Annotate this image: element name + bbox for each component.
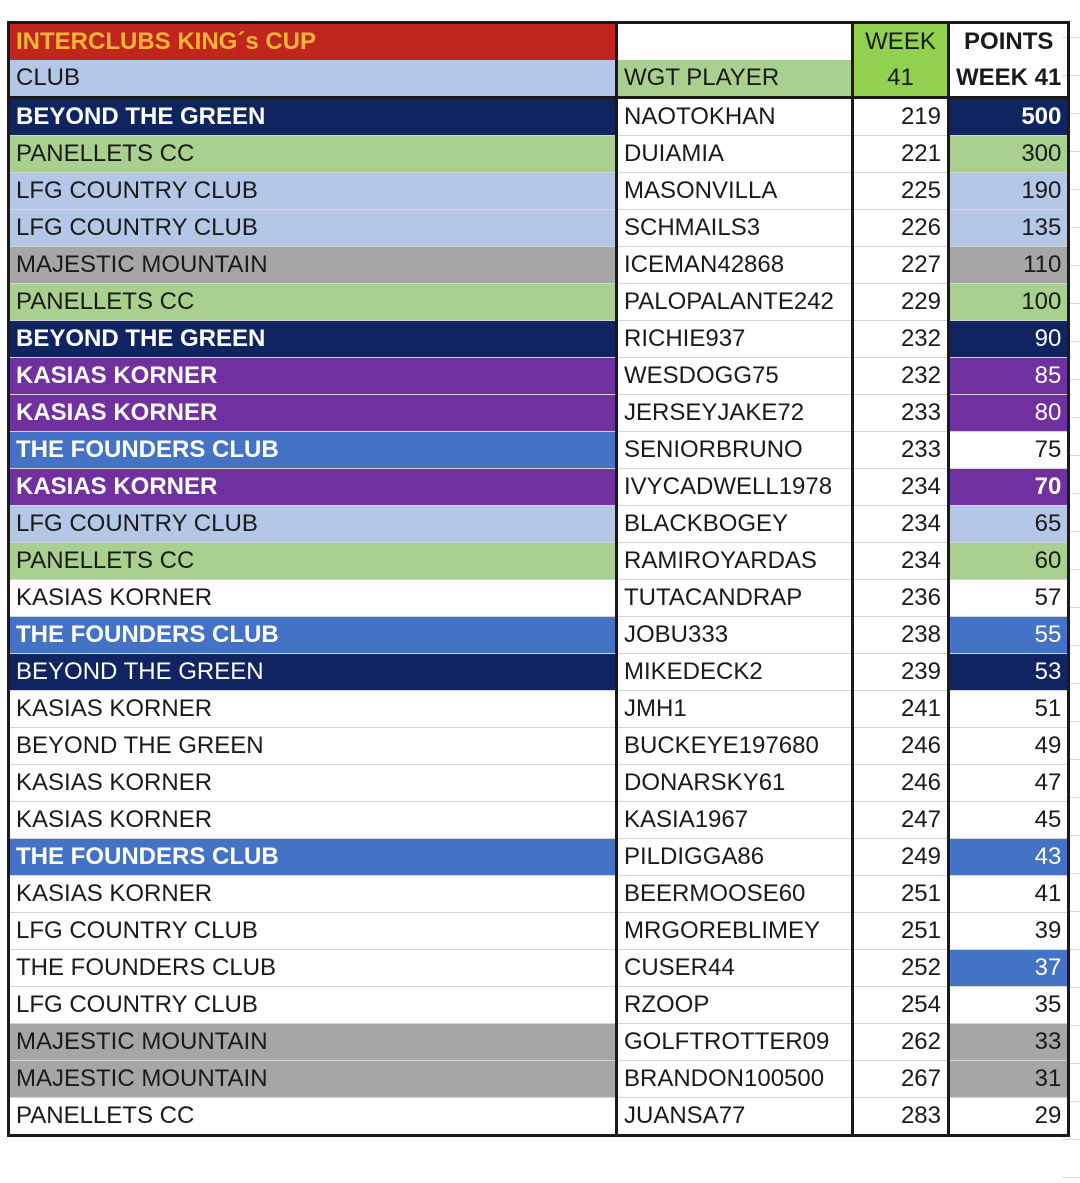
player-cell: MIKEDECK2 <box>617 654 853 691</box>
club-cell: BEYOND THE GREEN <box>9 321 617 358</box>
score-cell: 232 <box>853 321 949 358</box>
score-cell: 254 <box>853 987 949 1024</box>
points-cell: 31 <box>949 1061 1069 1098</box>
table-row <box>9 469 1069 506</box>
week-header-top: WEEK <box>853 23 949 61</box>
title-row <box>9 23 1069 61</box>
score-cell: 246 <box>853 728 949 765</box>
club-cell: LFG COUNTRY CLUB <box>9 173 617 210</box>
table-title: INTERCLUBS KING´s CUP <box>9 23 617 61</box>
points-cell: 300 <box>949 136 1069 173</box>
points-cell: 35 <box>949 987 1069 1024</box>
player-cell: ICEMAN42868 <box>617 247 853 284</box>
player-cell: SENIORBRUNO <box>617 432 853 469</box>
standings-body <box>9 23 1069 1136</box>
points-header-bottom: WEEK 41 <box>949 60 1069 98</box>
club-cell: PANELLETS CC <box>9 284 617 321</box>
score-cell: 221 <box>853 136 949 173</box>
score-cell: 225 <box>853 173 949 210</box>
score-cell: 283 <box>853 1098 949 1136</box>
player-cell: IVYCADWELL1978 <box>617 469 853 506</box>
club-cell: LFG COUNTRY CLUB <box>9 987 617 1024</box>
club-cell: BEYOND THE GREEN <box>9 98 617 136</box>
score-cell: 251 <box>853 876 949 913</box>
player-cell: DUIAMIA <box>617 136 853 173</box>
player-cell: WESDOGG75 <box>617 358 853 395</box>
club-cell: KASIAS KORNER <box>9 469 617 506</box>
player-cell: PALOPALANTE242 <box>617 284 853 321</box>
club-cell: LFG COUNTRY CLUB <box>9 913 617 950</box>
table-row <box>9 617 1069 654</box>
table-row <box>9 543 1069 580</box>
player-cell: BLACKBOGEY <box>617 506 853 543</box>
player-cell: RAMIROYARDAS <box>617 543 853 580</box>
score-cell: 232 <box>853 358 949 395</box>
player-cell: CUSER44 <box>617 950 853 987</box>
points-cell: 70 <box>949 469 1069 506</box>
points-cell: 55 <box>949 617 1069 654</box>
table-row <box>9 876 1069 913</box>
table-row <box>9 210 1069 247</box>
player-cell: MRGOREBLIMEY <box>617 913 853 950</box>
points-cell: 39 <box>949 913 1069 950</box>
table-row <box>9 173 1069 210</box>
points-cell: 500 <box>949 98 1069 136</box>
table-row <box>9 284 1069 321</box>
score-cell: 234 <box>853 469 949 506</box>
column-header-row <box>9 60 1069 98</box>
score-cell: 226 <box>853 210 949 247</box>
club-cell: THE FOUNDERS CLUB <box>9 950 617 987</box>
points-cell: 57 <box>949 580 1069 617</box>
score-cell: 252 <box>853 950 949 987</box>
points-cell: 49 <box>949 728 1069 765</box>
player-cell: RICHIE937 <box>617 321 853 358</box>
table-row <box>9 1098 1069 1136</box>
club-cell: PANELLETS CC <box>9 1098 617 1136</box>
points-cell: 135 <box>949 210 1069 247</box>
player-cell: BEERMOOSE60 <box>617 876 853 913</box>
score-cell: 234 <box>853 543 949 580</box>
player-cell: KASIA1967 <box>617 802 853 839</box>
club-cell: LFG COUNTRY CLUB <box>9 210 617 247</box>
points-cell: 51 <box>949 691 1069 728</box>
club-cell: KASIAS KORNER <box>9 580 617 617</box>
points-cell: 190 <box>949 173 1069 210</box>
score-cell: 233 <box>853 395 949 432</box>
score-cell: 241 <box>853 691 949 728</box>
points-cell: 90 <box>949 321 1069 358</box>
points-cell: 47 <box>949 765 1069 802</box>
points-cell: 80 <box>949 395 1069 432</box>
points-cell: 33 <box>949 1024 1069 1061</box>
points-header-top: POINTS <box>964 28 1054 55</box>
player-cell: DONARSKY61 <box>617 765 853 802</box>
table-row <box>9 839 1069 876</box>
score-cell: 236 <box>853 580 949 617</box>
points-cell: 53 <box>949 654 1069 691</box>
score-cell: 219 <box>853 98 949 136</box>
table-row <box>9 913 1069 950</box>
points-cell: 100 <box>949 284 1069 321</box>
score-cell: 234 <box>853 506 949 543</box>
player-cell: JMH1 <box>617 691 853 728</box>
score-cell: 267 <box>853 1061 949 1098</box>
table-row <box>9 321 1069 358</box>
club-column-header: CLUB <box>9 60 617 98</box>
table-row <box>9 98 1069 136</box>
score-cell: 251 <box>853 913 949 950</box>
club-cell: THE FOUNDERS CLUB <box>9 432 617 469</box>
club-cell: KASIAS KORNER <box>9 765 617 802</box>
club-cell: PANELLETS CC <box>9 136 617 173</box>
player-cell: MASONVILLA <box>617 173 853 210</box>
score-cell: 262 <box>853 1024 949 1061</box>
points-cell: 37 <box>949 950 1069 987</box>
club-cell: BEYOND THE GREEN <box>9 728 617 765</box>
table-row <box>9 987 1069 1024</box>
points-cell: 85 <box>949 358 1069 395</box>
points-cell: 41 <box>949 876 1069 913</box>
club-cell: PANELLETS CC <box>9 543 617 580</box>
points-cell: 65 <box>949 506 1069 543</box>
blank-header-cell <box>617 23 853 61</box>
club-cell: MAJESTIC MOUNTAIN <box>9 1024 617 1061</box>
table-row <box>9 506 1069 543</box>
club-cell: LFG COUNTRY CLUB <box>9 506 617 543</box>
player-cell: NAOTOKHAN <box>617 98 853 136</box>
points-cell: 43 <box>949 839 1069 876</box>
player-cell: BRANDON100500 <box>617 1061 853 1098</box>
table-row <box>9 136 1069 173</box>
club-cell: BEYOND THE GREEN <box>9 654 617 691</box>
player-cell: RZOOP <box>617 987 853 1024</box>
score-cell: 233 <box>853 432 949 469</box>
table-row <box>9 691 1069 728</box>
player-cell: JERSEYJAKE72 <box>617 395 853 432</box>
player-cell: JOBU333 <box>617 617 853 654</box>
score-cell: 249 <box>853 839 949 876</box>
player-cell: JUANSA77 <box>617 1098 853 1136</box>
table-row <box>9 802 1069 839</box>
score-cell: 229 <box>853 284 949 321</box>
standings-table <box>7 21 1070 1137</box>
player-cell: PILDIGGA86 <box>617 839 853 876</box>
score-cell: 239 <box>853 654 949 691</box>
table-row <box>9 395 1069 432</box>
club-cell: MAJESTIC MOUNTAIN <box>9 247 617 284</box>
table-row <box>9 358 1069 395</box>
score-cell: 238 <box>853 617 949 654</box>
score-cell: 246 <box>853 765 949 802</box>
points-cell: 45 <box>949 802 1069 839</box>
club-cell: KASIAS KORNER <box>9 358 617 395</box>
table-row <box>9 728 1069 765</box>
table-row <box>9 1061 1069 1098</box>
player-cell: GOLFTROTTER09 <box>617 1024 853 1061</box>
week-header-bottom: 41 <box>853 60 949 98</box>
table-row <box>9 432 1069 469</box>
points-cell: 75 <box>949 432 1069 469</box>
points-cell: 29 <box>949 1098 1069 1136</box>
player-column-header: WGT PLAYER <box>617 60 853 98</box>
club-cell: KASIAS KORNER <box>9 876 617 913</box>
player-cell: BUCKEYE197680 <box>617 728 853 765</box>
table-row <box>9 247 1069 284</box>
player-cell: TUTACANDRAP <box>617 580 853 617</box>
table-row <box>9 1024 1069 1061</box>
points-cell: 110 <box>949 247 1069 284</box>
table-row <box>9 654 1069 691</box>
club-cell: THE FOUNDERS CLUB <box>9 617 617 654</box>
club-cell: KASIAS KORNER <box>9 691 617 728</box>
club-cell: KASIAS KORNER <box>9 802 617 839</box>
table-row <box>9 950 1069 987</box>
player-cell: SCHMAILS3 <box>617 210 853 247</box>
club-cell: KASIAS KORNER <box>9 395 617 432</box>
club-cell: THE FOUNDERS CLUB <box>9 839 617 876</box>
table-row <box>9 765 1069 802</box>
table-row <box>9 580 1069 617</box>
score-cell: 227 <box>853 247 949 284</box>
points-cell: 60 <box>949 543 1069 580</box>
club-cell: MAJESTIC MOUNTAIN <box>9 1061 617 1098</box>
score-cell: 247 <box>853 802 949 839</box>
